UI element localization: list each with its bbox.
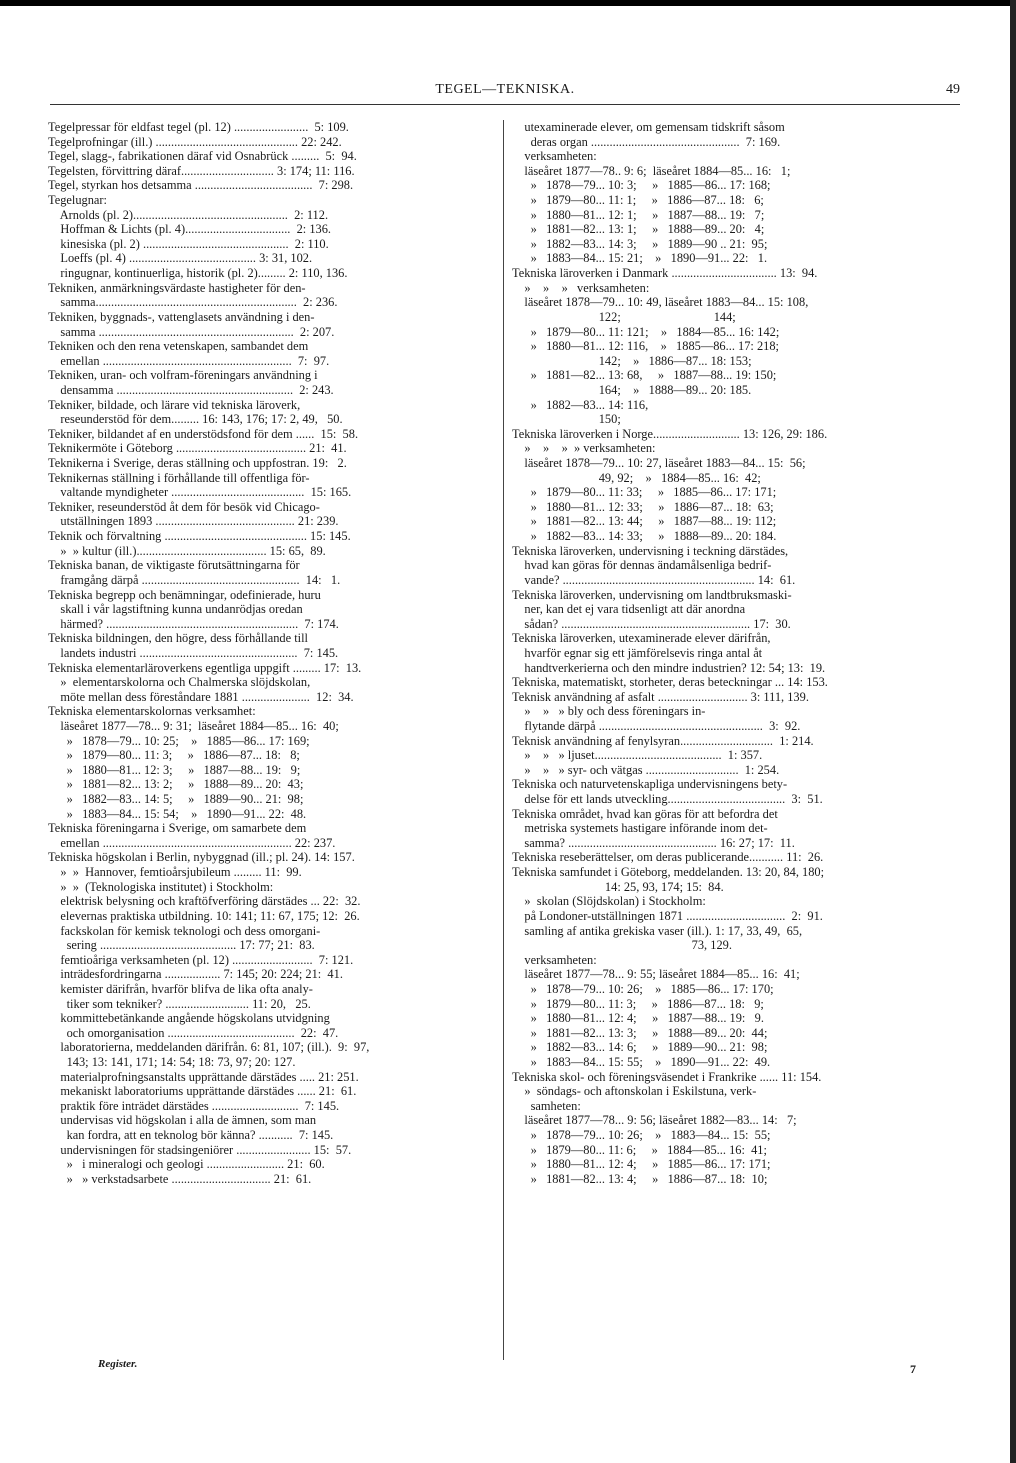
index-line: » » » » verksamheten: [512,441,656,456]
index-line: Tekniska läroverken, utexaminerade elever därifrån, [512,631,771,646]
index-line: vande? .............................................................. 14: 61. [512,572,796,587]
footer-register: Register. [98,1358,138,1370]
index-line: » » » syr- och vätgas .............................. 1: 254. [512,762,780,777]
index-line: Tegelsten, förvittring däraf.............................. 3: 174; 11: 116. [48,163,355,178]
index-line: ringugnar, kontinuerliga, historik (pl. 2)......... 2: 110, 136. [48,266,348,281]
index-line: » 1879—80... 11: 3; » 1886—87... 18: 9; [512,996,764,1011]
index-line: framgång därpå ................................................... 14: 1. [48,572,341,587]
index-line: Tekniska, matematiskt, storheter, deras beteckningar ... 14: 153. [512,675,828,690]
index-line: » 1882—83... 14: 6; » 1889—90... 21: 98; [512,1040,768,1055]
index-line: Tegelprofningar (ill.) .............................................. 22: 242. [48,134,342,149]
index-line: » 1880—81... 12: 1; » 1887—88... 19: 7; [512,207,765,222]
index-line: » 1878—79... 10: 26; » 1883—84... 15: 55; [512,1128,771,1143]
index-line: » » » ljuset......................................... 1: 357. [512,748,763,763]
index-line: kommittebetänkande angående högskolans utvidgning [48,1011,330,1026]
index-line: Tekniska läroverken, undervisning i teckning därstädes, [512,543,789,558]
index-line: handtverkerierna och den mindre industrien? 12: 54; 13: 19. [512,660,826,675]
index-line: kan fordra, att en teknolog bör känna? ........... 7: 145. [48,1128,334,1143]
index-line: Tegelugnar: [48,193,107,208]
index-line: Teknikernas ställning i förhållande till offentliga för- [48,470,310,485]
index-line: verksamheten: [512,149,597,164]
index-line: » söndags- och aftonskolan i Eskilstuna, verk- [512,1084,757,1099]
index-line: utexaminerade elever, om gemensam tidskrift såsom [512,120,785,134]
index-line: läseåret 1877—78.. 9: 6; läseåret 1884—85... 16: 1; [512,163,791,178]
index-line: skall i vår lagstiftning kunna undanrödjas oredan [48,602,303,617]
index-line: deras organ ................................................ 7: 169. [512,134,781,149]
index-line: Tekniska begrepp och benämningar, odefinierade, huru [48,587,321,602]
index-line: 73, 129. [512,938,732,953]
index-line: kemister därifrån, hvarför blifva de lika ofta analy- [48,981,313,996]
index-line: elevernas praktiska utbildning. 10: 141; 11: 67, 175; 12: 26. [48,908,360,923]
index-line: undervisningen för stadsingeniörer ........................ 15: 57. [48,1142,352,1157]
right-column [512,120,960,1280]
index-line: Tekniska skol- och föreningsväsendet i Frankrike ...... 11: 154. [512,1069,822,1084]
index-line: mekaniskt laboratoriums upprättande därstädes ...... 21: 61. [48,1084,357,1099]
top-border [0,0,1016,6]
index-line: » 1879—80... 11: 1; » 1886—87... 18: 6; [512,193,764,208]
column-divider [503,120,504,1360]
index-line: fackskolan för kemisk teknologi och dess omorgani- [48,923,321,938]
index-line: » » » bly och dess föreningars in- [512,704,706,719]
index-line: » 1881—82... 13: 2; » 1888—89... 20: 43; [48,777,304,792]
index-line: Tekniska banan, de viktigaste förutsättningarna för [48,558,300,573]
index-line: Tekniken, byggnads-, vattenglasets användning i den- [48,309,315,324]
index-line: » 1880—81... 12: 116, » 1885—86... 17: 218; [512,339,779,354]
index-line: » 1881—82... 13: 3; » 1888—89... 20: 44; [512,1025,768,1040]
index-line: » 1882—83... 14: 116, [512,397,649,412]
index-line: » 1880—81... 12: 3; » 1887—88... 19: 9; [48,762,301,777]
index-line: 142; » 1886—87... 18: 153; [512,353,752,368]
index-line: » 1878—79... 10: 26; » 1885—86... 17: 170; [512,981,774,996]
index-line: Tekniska bildningen, den högre, dess förhållande till [48,631,308,646]
index-line: » 1881—82... 13: 4; » 1886—87... 18: 10; [512,1171,768,1186]
index-line: samma ............................................................... 2: 207. [48,324,335,339]
index-line: Tegel, styrkan hos detsamma ...................................... 7: 298. [48,178,354,193]
index-line: valtande myndigheter ........................................... 15: 165. [48,485,352,500]
index-line: Hoffman & Lichts (pl. 4).................................. 2: 136. [48,222,332,237]
index-line: inträdesfordringarna .................. 7: 145; 20: 224; 21: 41. [48,967,343,982]
index-line: Tegel, slagg-, fabrikationen däraf vid Osnabrück ......... 5: 94. [48,149,357,164]
index-line: Tekniker, bildandet af en understödsfond för dem ...... 15: 58. [48,426,359,441]
index-line: härmed? .............................................................. 7: 174. [48,616,339,631]
index-line: materialprofningsanstalts upprättande därstädes ..... 21: 251. [48,1069,359,1084]
header-rule [50,104,960,105]
index-line: emellan ............................................................. 22: 237. [48,835,336,850]
index-line: sådan? ............................................................. 17: 30. [512,616,791,631]
index-line: Teknisk användning af asfalt ............................. 3: 111, 139. [512,689,809,704]
index-line: verksamheten: [512,952,597,967]
index-line: » 1880—81... 12: 33; » 1886—87... 18: 63; [512,499,774,514]
index-line: » 1878—79... 10: 25; » 1885—86... 17: 169; [48,733,310,748]
index-line: » 1881—82... 13: 1; » 1888—89... 20: 4; [512,222,765,237]
index-line: läseåret 1877—78... 9: 55; läseåret 1884—85... 16: 41; [512,967,800,982]
index-line: Teknikerna i Sverige, deras ställning och uppfostran. 19: 2. [48,456,347,471]
index-line: 164; » 1888—89... 20: 185. [512,382,752,397]
index-line: » 1883—84... 15: 21; » 1890—91... 22: 1. [512,251,768,266]
index-line: » » Hannover, femtioårsjubileum ......... 11: 99. [48,865,302,880]
index-line: samma? ................................................ 16: 27; 17: 11. [512,835,795,850]
index-line: Tekniska läroverken i Danmark .................................. 13: 94. [512,266,818,281]
index-line: Arnolds (pl. 2).................................................. 2: 112. [48,207,329,222]
index-line: 49, 92; » 1884—85... 16: 42; [512,470,761,485]
index-line: metriska systemets hastigare införande inom det- [512,821,768,836]
left-column [48,120,496,1360]
index-line: samheten: [512,1098,581,1113]
index-line: densamma ......................................................... 2: 243. [48,382,334,397]
index-line: hvad kan göras för dennas ändamålsenliga bedrif- [512,558,772,573]
index-line: Tekniska läroverken i Norge............................ 13: 126, 29: 186. [512,426,828,441]
index-line: Tekniska elementarskolornas verksamhet: [48,704,256,719]
index-line: » 1879—80... 11: 3; » 1886—87... 18: 8; [48,748,300,763]
page-header [50,82,960,102]
index-line: » » kultur (ill.).......................................... 15: 65, 89. [48,543,326,558]
index-line: landets industri ................................................... 7: 145. [48,645,339,660]
index-line: Tekniken, anmärkningsvärdaste hastigheter för den- [48,280,306,295]
index-line: 143; 13: 141, 171; 14: 54; 18: 73, 97; 20: 127. [48,1055,296,1069]
index-line: läseåret 1877—78... 9: 56; läseåret 1882—83... 14: 7; [512,1113,797,1128]
right-border [1010,0,1016,1463]
index-line: » 1879—80... 11: 6; » 1884—85... 16: 41; [512,1142,767,1157]
index-line: Teknikermöte i Göteborg .......................................... 21: 41. [48,441,347,456]
index-line: Tekniska området, hvad kan göras för att befordra det [512,806,778,821]
index-line: femtioåriga verksamheten (pl. 12) .......................... 7: 121. [48,952,354,967]
index-line: Tekniska läroverken, undervisning om landtbruksmaski- [512,587,792,602]
index-line: » i mineralogi och geologi ......................... 21: 60. [48,1157,325,1172]
index-line: Teknik och förvaltning .............................................. 15: 145. [48,529,351,544]
index-line: » 1882—83... 14: 5; » 1889—90... 21: 98; [48,792,304,807]
index-line: flytande därpå ..................................................... 3: 92. [512,718,801,733]
index-line: » skolan (Slöjdskolan) i Stockholm: [512,894,706,909]
index-line: » 1879—80... 11: 121; » 1884—85... 16: 142; [512,324,780,339]
index-line: » 1880—81... 12: 4; » 1885—86... 17: 171; [512,1157,771,1172]
index-line: » 1882—83... 14: 3; » 1889—90 .. 21: 95; [512,236,768,251]
index-line: 122; 144; [512,309,736,324]
index-line: » 1883—84... 15: 54; » 1890—91... 22: 48. [48,806,307,821]
index-line: Tekniken, uran- och volfram-föreningars användning i [48,368,318,383]
index-line: Teknisk användning af fenylsyran.............................. 1: 214. [512,733,814,748]
index-line: » » » verksamheten: [512,280,650,295]
index-line: 14: 25, 93, 174; 15: 84. [512,879,724,894]
index-line: Tegelpressar för eldfast tegel (pl. 12) ........................ 5: 109. [48,120,349,134]
index-line: Loeffs (pl. 4) ......................................... 3: 31, 102. [48,251,313,266]
page-number: 49 [946,82,960,97]
index-line: reseunderstöd för dem......... 16: 143, 176; 17: 2, 49, 50. [48,412,343,427]
index-line: Tekniska elementarläroverkens egentliga uppgift ......... 17: 13. [48,660,362,675]
index-line: » » (Teknologiska institutet) i Stockholm: [48,879,274,894]
index-line: samling af antika grekiska vaser (ill.). 1: 17, 33, 49, 65, [512,923,803,938]
index-line: Tekniken och den rena vetenskapen, sambandet dem [48,339,309,354]
index-line: delse för ett lands utveckling...................................... 3: 51. [512,792,823,807]
index-line: emellan ............................................................. 7: 97. [48,353,330,368]
index-line: Tekniska reseberättelser, om deras publicerande........... 11: 26. [512,850,824,865]
index-line: Tekniska och naturvetenskapliga undervisningens bety- [512,777,788,792]
index-line: läseåret 1877—78... 9: 31; läseåret 1884—85... 16: 40; [48,718,339,733]
index-line: » » verkstadsarbete ................................ 21: 61. [48,1171,312,1186]
index-line: sering ............................................ 17: 77; 21: 83. [48,938,315,953]
index-line: ner, kan det ej vara tidsenligt att där anordna [512,602,746,617]
index-line: och omorganisation ......................................... 22: 47. [48,1025,339,1040]
index-line: läseåret 1878—79... 10: 27, läseåret 1883—84... 15: 56; [512,456,806,471]
index-line: » 1881—82... 13: 68, » 1887—88... 19: 150; [512,368,777,383]
index-line: praktik före inträdet därstädes ............................ 7: 145. [48,1098,340,1113]
index-line: utställningen 1893 ............................................. 21: 239. [48,514,339,529]
page-title: TEGEL—TEKNISKA. [435,82,575,97]
index-line: » 1883—84... 15: 55; » 1890—91... 22: 49. [512,1055,771,1069]
index-line: kinesiska (pl. 2) ............................................... 2: 110. [48,236,329,251]
index-line: » 1878—79... 10: 3; » 1885—86... 17: 168; [512,178,771,193]
index-line: » elementarskolorna och Chalmerska slöjdskolan, [48,675,311,690]
index-line: hvarför egnar sig ett jämförelsevis ringa antal åt [512,645,763,660]
index-line: Tekniska samfundet i Göteborg, meddelanden. 13: 20, 84, 180; [512,865,825,880]
index-line: 150; [512,412,621,427]
index-line: läseåret 1878—79... 10: 49, läseåret 1883—84... 15: 108, [512,295,809,310]
index-line: Tekniska föreningarna i Sverige, om samarbete dem [48,821,307,836]
index-line: Tekniska högskolan i Berlin, nybyggnad (ill.; pl. 24). 14: 157. [48,850,355,865]
index-line: samma................................................................. 2: 236. [48,295,338,310]
index-line: på Londoner-utställningen 1871 ................................ 2: 91. [512,908,823,923]
index-line: » 1879—80... 11: 33; » 1885—86... 17: 171; [512,485,777,500]
index-line: laboratorierna, meddelanden därifrån. 6: 81, 107; (ill.). 9: 97, [48,1040,370,1055]
index-line: tiker som tekniker? ........................... 11: 20, 25. [48,996,311,1011]
index-line: möte mellan dess föreståndare 1881 ...................... 12: 34. [48,689,354,704]
index-line: » 1882—83... 14: 33; » 1888—89... 20: 184. [512,529,777,544]
index-line: undervisas vid högskolan i alla de ämnen, som man [48,1113,317,1128]
footer-signature: 7 [910,1362,916,1376]
index-line: » 1880—81... 12: 4; » 1887—88... 19: 9. [512,1011,764,1026]
index-line: elektrisk belysning och kraftöfverföring därstädes ... 22: 32. [48,894,361,909]
index-line: Tekniker, reseunderstöd åt dem för besök vid Chicago- [48,499,320,514]
index-line: Tekniker, bildade, och lärare vid tekniska läroverk, [48,397,301,412]
index-line: » 1881—82... 13: 44; » 1887—88... 19: 112; [512,514,777,529]
